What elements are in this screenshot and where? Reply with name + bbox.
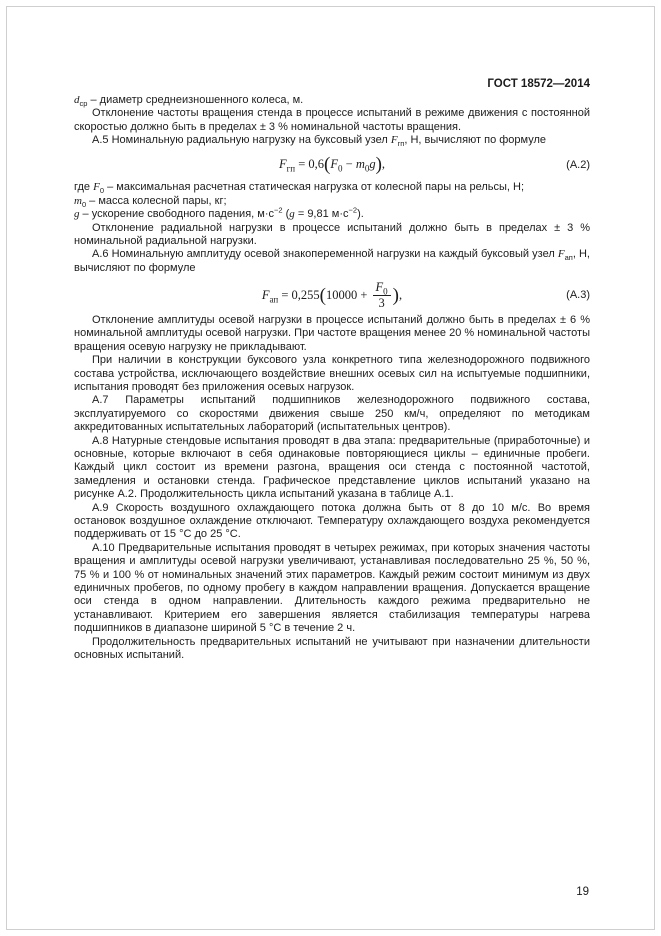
- paragraph: $m_0$ – масса колесной пары, кг;: [74, 194, 227, 209]
- paragraph: Отклонение частоты вращения стенда в процессе испытаний в режиме движения с постоянной скоростью должно быть в пределах ± 3 % номинальной частоты вращения.: [74, 107, 590, 133]
- paragraph: А.9 Скорость воздушного охлаждающего потока должна быть от 8 до 10 м/с. Во время остановок воздушное охлаждение отключают. Температуру охлаждающего воздуха рекомендуется поддерживать от 15 °С до 25 °С.: [74, 501, 590, 541]
- paragraph: где $F_0$ – максимальная расчетная статическая нагрузка от колесной пары на рельсы, Н;: [74, 181, 525, 196]
- paragraph: Продолжительность предварительных испытаний не учитывают при назначении длительности основных испытаний.: [74, 635, 590, 662]
- document-header: ГОСТ 18572—2014: [487, 78, 590, 90]
- paragraph: Отклонение амплитуды осевой нагрузки в процессе испытаний должно быть в пределах ± 6 % номинальной амплитуды осевой нагрузки. При частоте вращения менее 20 % номинальной частоты вращения осевую нагрузку не прикладывают.: [74, 313, 590, 353]
- formula-number: (А.2): [566, 158, 590, 171]
- formula-body: $F_{гп} = 0,6(F_0 - m_0g)$,: [278, 153, 386, 175]
- formula-body: $F_{ап} = 0,255(10000$ + $\frac{F_0}{3}$ ),: [261, 280, 403, 310]
- paragraph: g – ускорение свободного падения, $м\cdot с^{-2}$ (g = 9,81 $м\cdot с^{-2}$).: [74, 205, 364, 221]
- paragraph: При наличии в конструкции буксового узла конкретного типа железнодорожного подвижного состава устройства, исключающего воздействие внешних осевых сил на испытуемые подшипники, испытания проводят без приложения осевых нагрузок.: [74, 354, 590, 393]
- formula: [74, 153, 590, 178]
- document-body: [74, 94, 590, 662]
- paragraph: А.6 Номинальную амплитуду осевой знакопеременной нагрузки на каждый буксовый узел $F_{ап}$, Н, вычисляют по формуле: [74, 248, 590, 274]
- paragraph: А.8 Натурные стендовые испытания проводят в два этапа: предварительные (приработочные) и основные, которые включают в себя одинаковые повторяющиеся циклы – единичные пробеги. Каждый цикл состоит из времени разгона, вращения оси стенда с постоянной частотой, замедления и остановки стенда. Графическое представление циклов испытаний указано на рисунке А.2. Продолжительность цикла испытаний указана в таблице А.1.: [74, 434, 590, 501]
- paragraph: А.7 Параметры испытаний подшипников железнодорожного подвижного состава, эксплуатируемого со скоростями движения свыше 250 км/ч, определяют по методикам аккредитованных испытательных лабораторий (испытательных центров).: [74, 394, 590, 434]
- formula: [74, 280, 590, 310]
- paragraph: А.10 Предварительные испытания проводят в четырех режимах, при которых значения частоты вращения и амплитуды осевой нагрузки увеличивают, устанавливая последовательно 25 %, 50 %, 75 % и 100 % от номинальных значений этих параметров. Каждый режим состоит минимум из двух единичных пробегов, по одному пробегу в каждом направлении вращения. Допускается вращение оси стенда в одном направлении. Длительность каждого режима предварительно не устанавливают. Критерием его завершения является стабилизация температуры нагрева подшипников в диапазоне шириной 5 °С в течение 2 ч.: [74, 541, 590, 635]
- paragraph: Отклонение радиальной нагрузки в процессе испытаний должно быть в пределах ± 3 % номинальной радиальной нагрузки.: [74, 221, 590, 247]
- paragraph: А.5 Номинальную радиальную нагрузку на буксовый узел $F_{гп}$, Н, вычисляют по формуле: [92, 134, 547, 149]
- formula-number: (А.3): [566, 288, 590, 301]
- page-number: 19: [576, 886, 589, 898]
- paragraph: $d_{ср}$ – диаметр среднеизношенного колеса, м.: [74, 94, 304, 109]
